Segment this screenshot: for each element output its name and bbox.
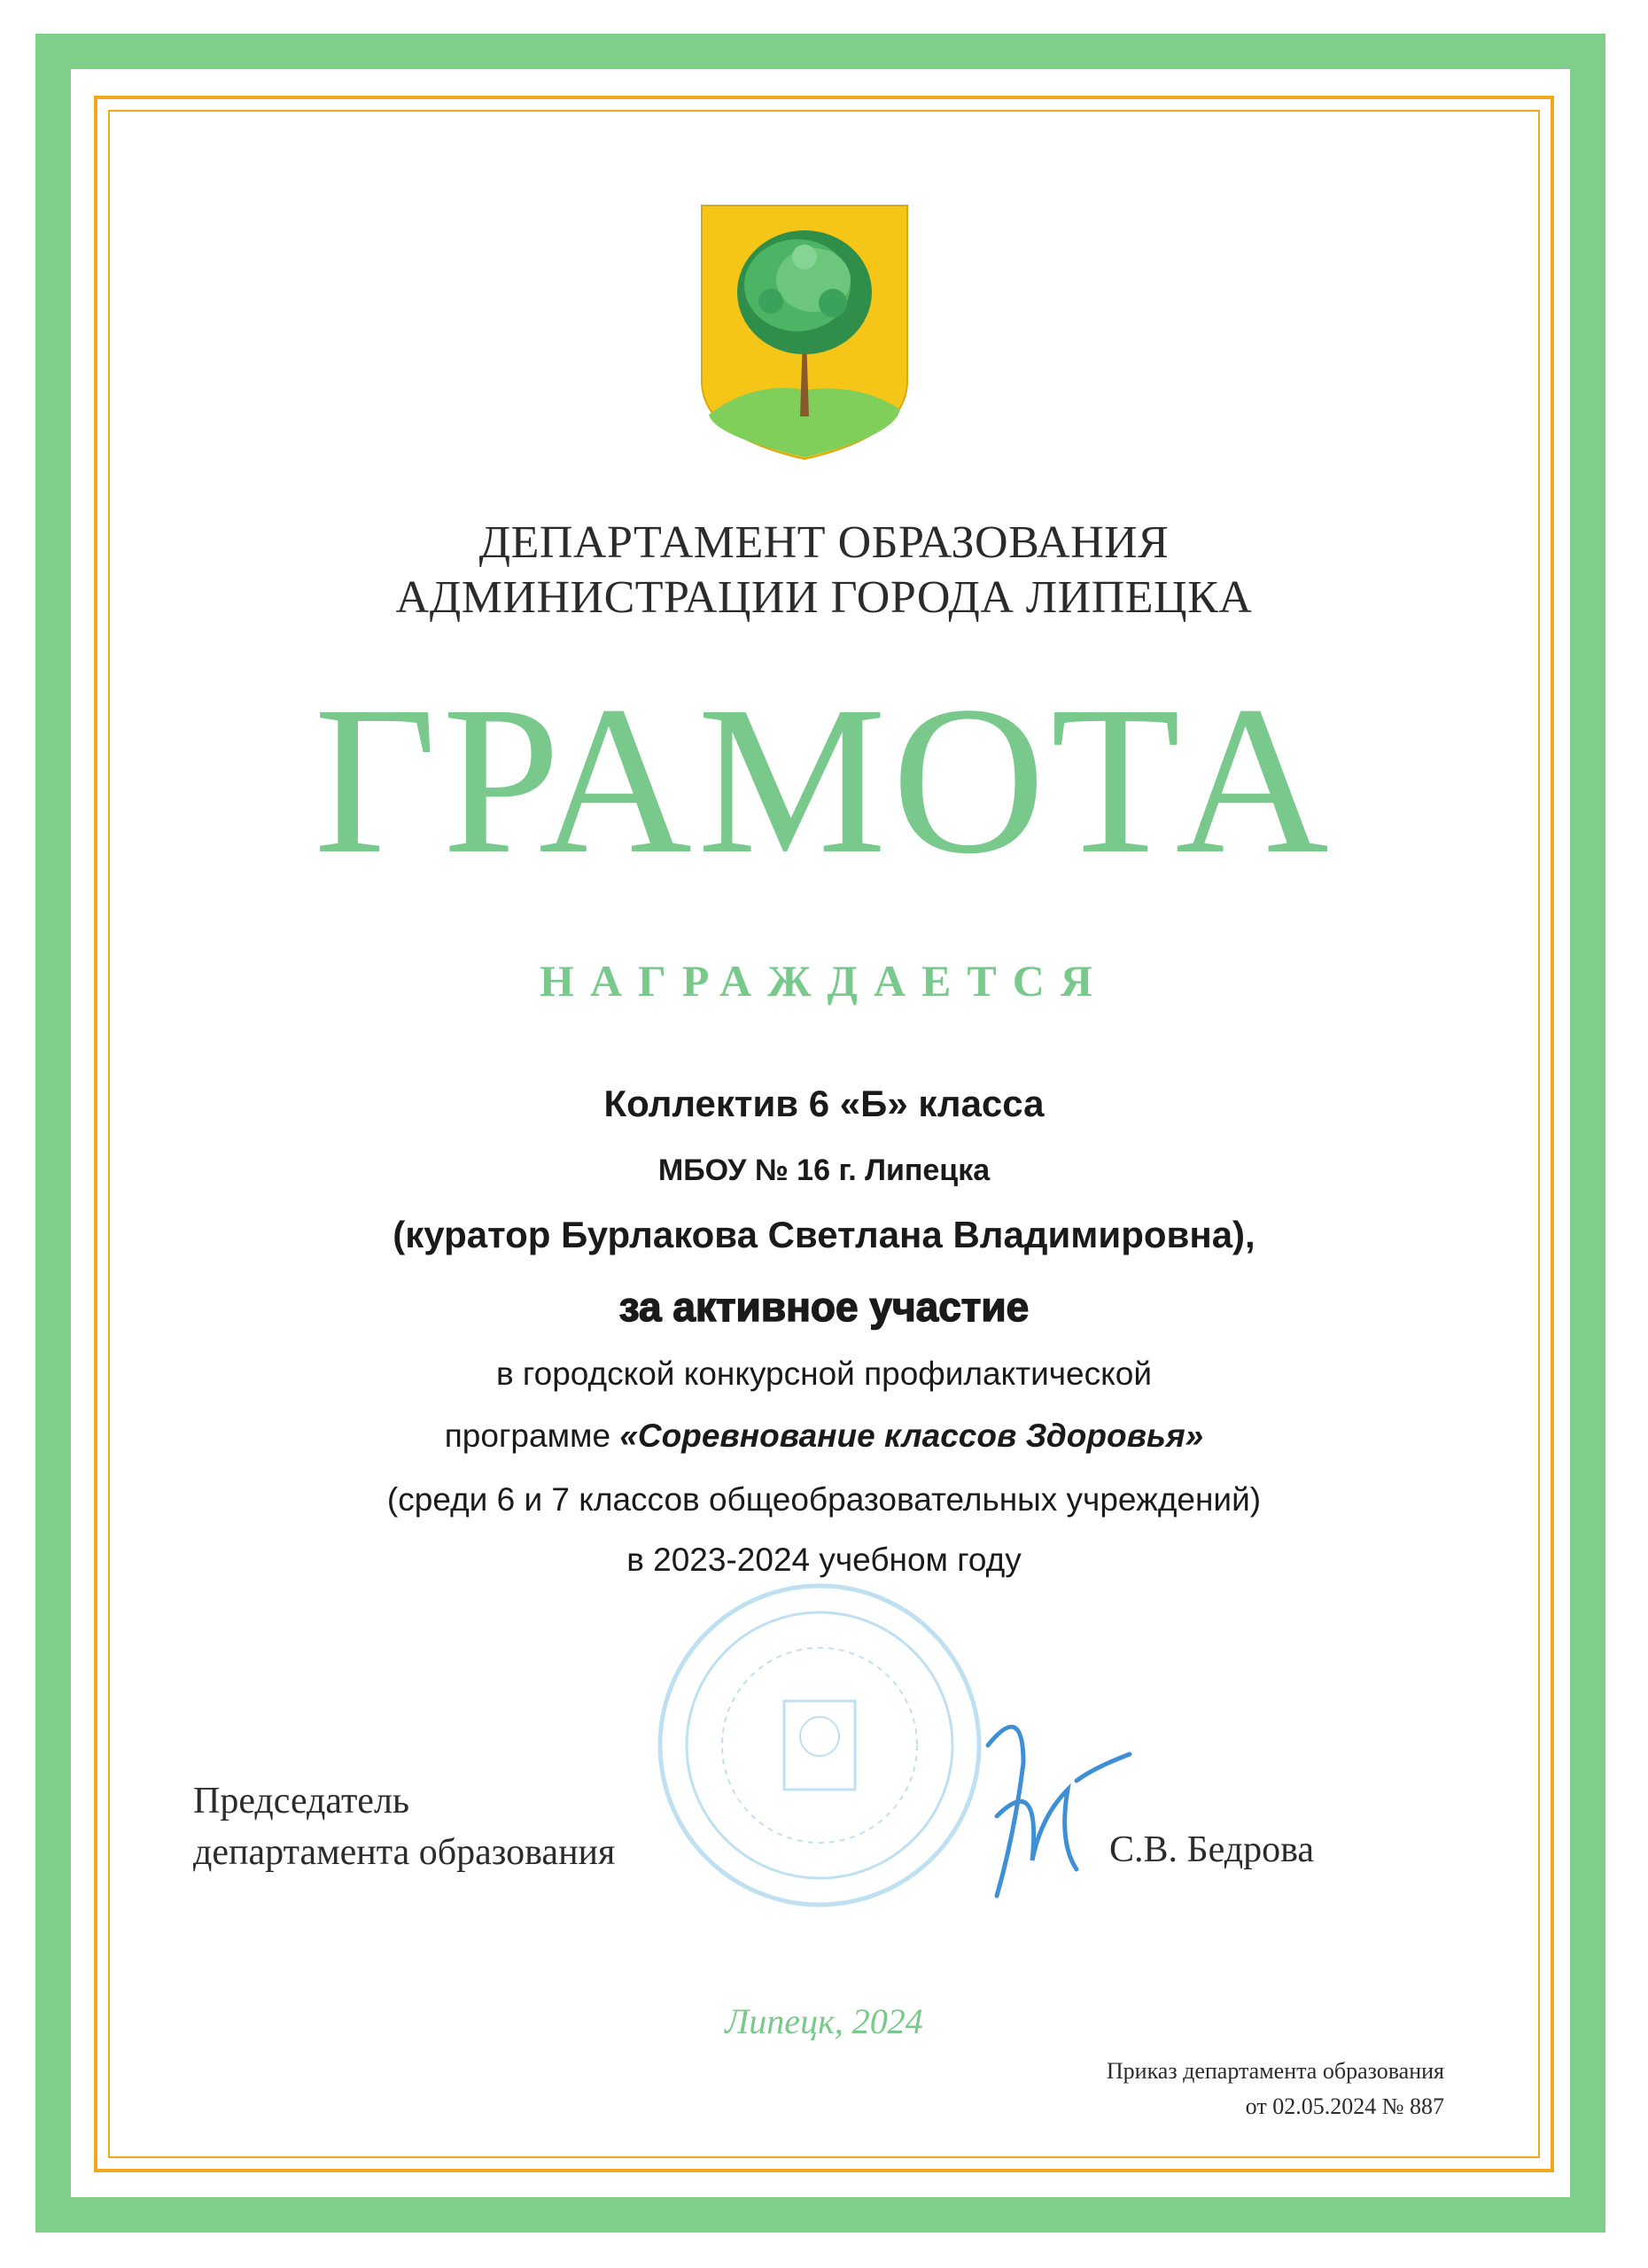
department-line-2: АДМИНИСТРАЦИИ ГОРОДА ЛИПЕЦКА xyxy=(395,572,1253,623)
city-coat-of-arms-tree-icon xyxy=(700,204,909,461)
department-line-1: ДЕПАРТАМЕНТ ОБРАЗОВАНИЯ xyxy=(478,517,1170,568)
chairman-position-line-1: Председатель xyxy=(193,1781,410,1821)
contest-line: в городской конкурсной профилактической xyxy=(496,1355,1152,1392)
certificate-title: ГРАМОТА xyxy=(314,662,1334,897)
awarded-label: НАГРАЖДАЕТСЯ xyxy=(540,956,1108,1006)
order-reference-line-2: от 02.05.2024 № 887 xyxy=(1245,2093,1444,2119)
program-line xyxy=(0,1418,1648,1455)
place-and-year: Липецк, 2024 xyxy=(725,2001,923,2041)
department-heading xyxy=(0,516,1648,625)
curator-line: (куратор Бурлакова Светлана Владимировна), xyxy=(393,1214,1255,1255)
participants-line: (среди 6 и 7 классов общеобразовательных учреждений) xyxy=(386,1481,1262,1518)
chairman-position xyxy=(193,1775,615,1878)
official-stamp xyxy=(651,1577,988,1914)
signer-name: С.В. Бедрова xyxy=(1109,1829,1315,1870)
recipient-line: Коллектив 6 «Б» класса xyxy=(603,1083,1045,1124)
handwritten-signature xyxy=(961,1683,1139,1914)
school-year-line: в 2023-2024 учебном году xyxy=(626,1542,1022,1578)
reason-line: за активное участие xyxy=(618,1284,1030,1330)
order-reference-line-1: Приказ департамента образования xyxy=(1106,2058,1444,2084)
program-name: «Соревнование классов Здоровья» xyxy=(619,1418,1204,1454)
chairman-position-line-2: департамента образования xyxy=(193,1832,616,1873)
order-reference xyxy=(1107,2054,1444,2124)
school-line: МБОУ № 16 г. Липецка xyxy=(657,1153,991,1187)
program-prefix: программе xyxy=(444,1418,620,1454)
